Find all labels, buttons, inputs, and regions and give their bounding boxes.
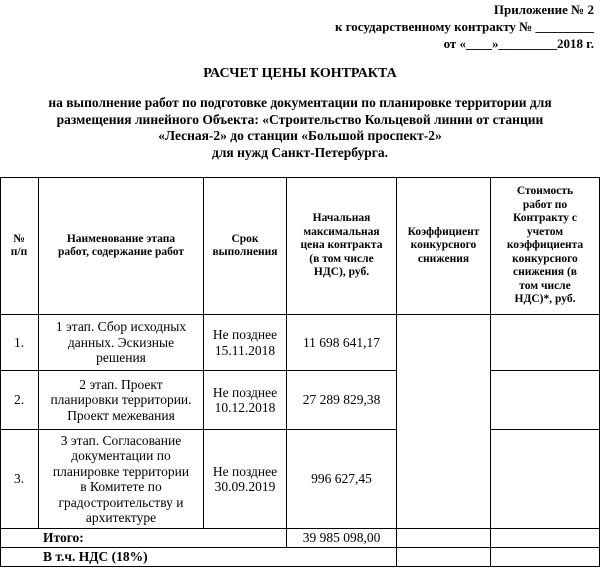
document-subtitle (0, 95, 600, 161)
row-2-price: 27 289 829,38 (302, 392, 381, 408)
row-1-number: 1. (13, 334, 25, 350)
vat-label: В т.ч. НДС (18%) (43, 549, 148, 565)
total-value: 39 985 098,00 (302, 530, 381, 546)
row-2-deadline: Не позднее 10.12.2018 (212, 384, 278, 415)
subtitle-line: «Лесная-2» до станции «Большой проспект-2» (158, 128, 442, 143)
col-header-coefficient: Коэффициент конкурсного снижения (407, 225, 480, 265)
row-3-price: 996 627,45 (311, 471, 372, 487)
row-3-deadline: Не позднее 30.09.2019 (212, 463, 278, 494)
row-1-deadline: Не позднее 15.11.2018 (212, 327, 278, 358)
row-2-number: 2. (13, 392, 25, 408)
contract-reference: к государственному контракту № _________ (334, 19, 594, 34)
row-3-number: 3. (13, 471, 25, 487)
subtitle-line: размещения линейного Объекта: «Строительство Кольцевой линии от станции (56, 111, 544, 127)
subtitle-line: на выполнение работ по подготовке документации по планировке территории для (48, 95, 552, 110)
date-line: от «____»_________2018 г. (443, 36, 594, 51)
col-header-deadline: Срок выполнения (212, 232, 278, 258)
row-3-stage-name: 3 этап. Согласование документации по планировке территории в Комитете по градостроительству и архитектуре (52, 432, 190, 525)
row-1-stage-name: 1 этап. Сбор исходных данных. Эскизные решения (55, 319, 187, 366)
total-label: Итого: (43, 530, 84, 546)
row-1-price: 11 698 641,17 (302, 334, 381, 350)
row-2-stage-name: 2 этап. Проект планировки территории. Проект межевания (50, 376, 192, 423)
appendix-label: Приложение № 2 (493, 2, 594, 17)
col-header-number: № п/п (10, 232, 28, 258)
col-header-final-cost: Стоимость работ по Контракту с учетом коэффициента конкурсного снижения (в том числе НДС)*, руб. (506, 185, 584, 306)
subtitle-line: для нужд Санкт-Петербурга. (212, 144, 388, 160)
col-header-initial-price: Начальная максимальная цена контракта (в том числе НДС), руб. (300, 212, 383, 279)
col-header-stage-name: Наименование этапа работ, содержание работ (57, 232, 185, 258)
document-title: РАСЧЕТ ЦЕНЫ КОНТРАКТА (203, 66, 397, 81)
